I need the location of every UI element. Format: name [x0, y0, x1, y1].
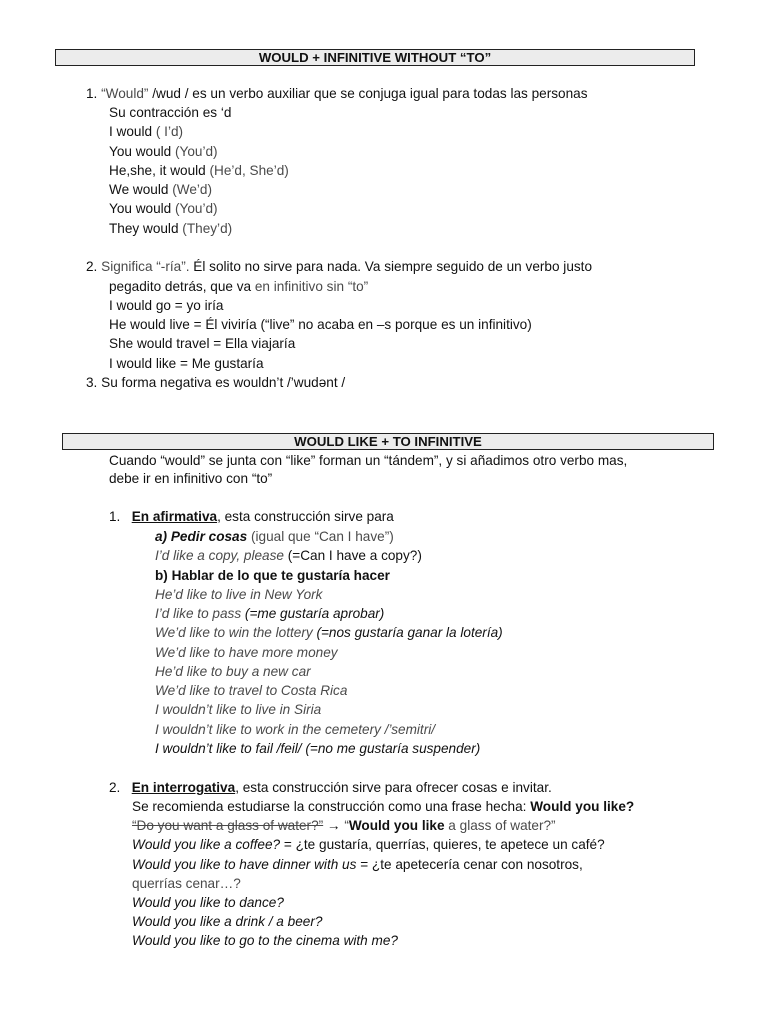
item2-line: 2. Significa “-ría”. Él solito no sirve para nada. Va siempre seguido de un verbo justo — [86, 259, 593, 274]
section2-intro: Cuando “would” se junta con “like” forman un “tándem”, y si añadimos otro verbo mas, — [109, 453, 628, 468]
interrogativa-example: Would you like to have dinner with us = ¿te apetecería cenar con nosotros, — [132, 857, 583, 872]
item1-sub-line: We would (We’d) — [109, 182, 212, 197]
afirmativa-example: I wouldn’t like to work in the cemetery /’semitri/ — [155, 722, 436, 737]
interrogativa-example: Would you like a coffee? = ¿te gustaría, querrías, quieres, te apetece un café? — [132, 837, 605, 852]
item1-would: “Would” — [101, 86, 149, 101]
interrogativa-compare: “Do you want a glass of water?” → “Would you like a glass of water?” — [132, 818, 556, 833]
item2-line-2: pegadito detrás, que va en infinitivo sin “to” — [109, 279, 369, 294]
interrogativa-example-cont: querrías cenar…? — [132, 876, 241, 891]
afirmativa-b: b) Hablar de lo que te gustaría hacer — [155, 568, 390, 583]
item1-ipa: /wud / — [148, 86, 193, 101]
section1-title: WOULD + INFINITIVE WITHOUT “TO” — [55, 49, 695, 66]
item1-sub-line: Su contracción es ‘d — [109, 105, 232, 120]
afirmativa-example: We’d like to have more money — [155, 645, 338, 660]
afirmativa-example: We’d like to win the lottery (=nos gustaría ganar la lotería) — [155, 625, 503, 640]
item2-example: He would live = Él viviría (“live” no acaba en –s porque es un infinitivo) — [109, 317, 532, 332]
item3-line: 3. Su forma negativa es wouldn’t /’wudənt / — [86, 375, 346, 390]
item2-example: I would like = Me gustaría — [109, 356, 264, 371]
item2-example: She would travel = Ella viajaría — [109, 336, 296, 351]
afirmativa-example: We’d like to travel to Costa Rica — [155, 683, 348, 698]
afirmativa-a-example: I’d like a copy, please (=Can I have a copy?) — [155, 548, 422, 563]
item1-sub-line: You would (You’d) — [109, 144, 218, 159]
interrogativa-example: Would you like to dance? — [132, 895, 284, 910]
section2-intro: debe ir en infinitivo con “to” — [109, 471, 273, 486]
item1-text: es un verbo auxiliar que se conjuga igual para todas las personas — [192, 86, 588, 101]
item1-sub-line: I would ( I’d) — [109, 124, 184, 139]
afirmativa-example: I’d like to pass (=me gustaría aprobar) — [155, 606, 385, 621]
item2-number: 2. — [86, 259, 98, 274]
section2-title: WOULD LIKE + TO INFINITIVE — [62, 433, 714, 450]
arrow-icon: → — [323, 818, 345, 833]
interrogativa-heading: 2. En interrogativa, esta construcción sirve para ofrecer cosas e invitar. — [109, 780, 552, 795]
afirmativa-example: He’d like to buy a new car — [155, 664, 311, 679]
item1-number: 1. — [86, 86, 98, 101]
item1-sub-line: You would (You’d) — [109, 201, 218, 216]
item1-sub-line: They would (They’d) — [109, 221, 233, 236]
item1-sub-line: He,she, it would (He’d, She’d) — [109, 163, 289, 178]
interrogativa-recommendation: Se recomienda estudiarse la construcción como una frase hecha: Would you like? — [132, 799, 635, 814]
afirmativa-heading: 1. En afirmativa, esta construcción sirve para — [109, 509, 394, 524]
afirmativa-a: a) Pedir cosas (igual que “Can I have”) — [155, 529, 394, 544]
struck-phrase: “Do you want a glass of water?” — [132, 818, 324, 833]
item3-number: 3. — [86, 375, 98, 390]
item2-example: I would go = yo iría — [109, 298, 224, 313]
afirmativa-example: I wouldn’t like to live in Siria — [155, 702, 322, 717]
afirmativa-example: He’d like to live in New York — [155, 587, 323, 602]
item1-line — [86, 85, 588, 103]
afirmativa-example: I wouldn’t like to fail /feil/ (=no me gustaría suspender) — [155, 741, 481, 756]
interrogativa-example: Would you like a drink / a beer? — [132, 914, 323, 929]
interrogativa-example: Would you like to go to the cinema with me? — [132, 933, 398, 948]
